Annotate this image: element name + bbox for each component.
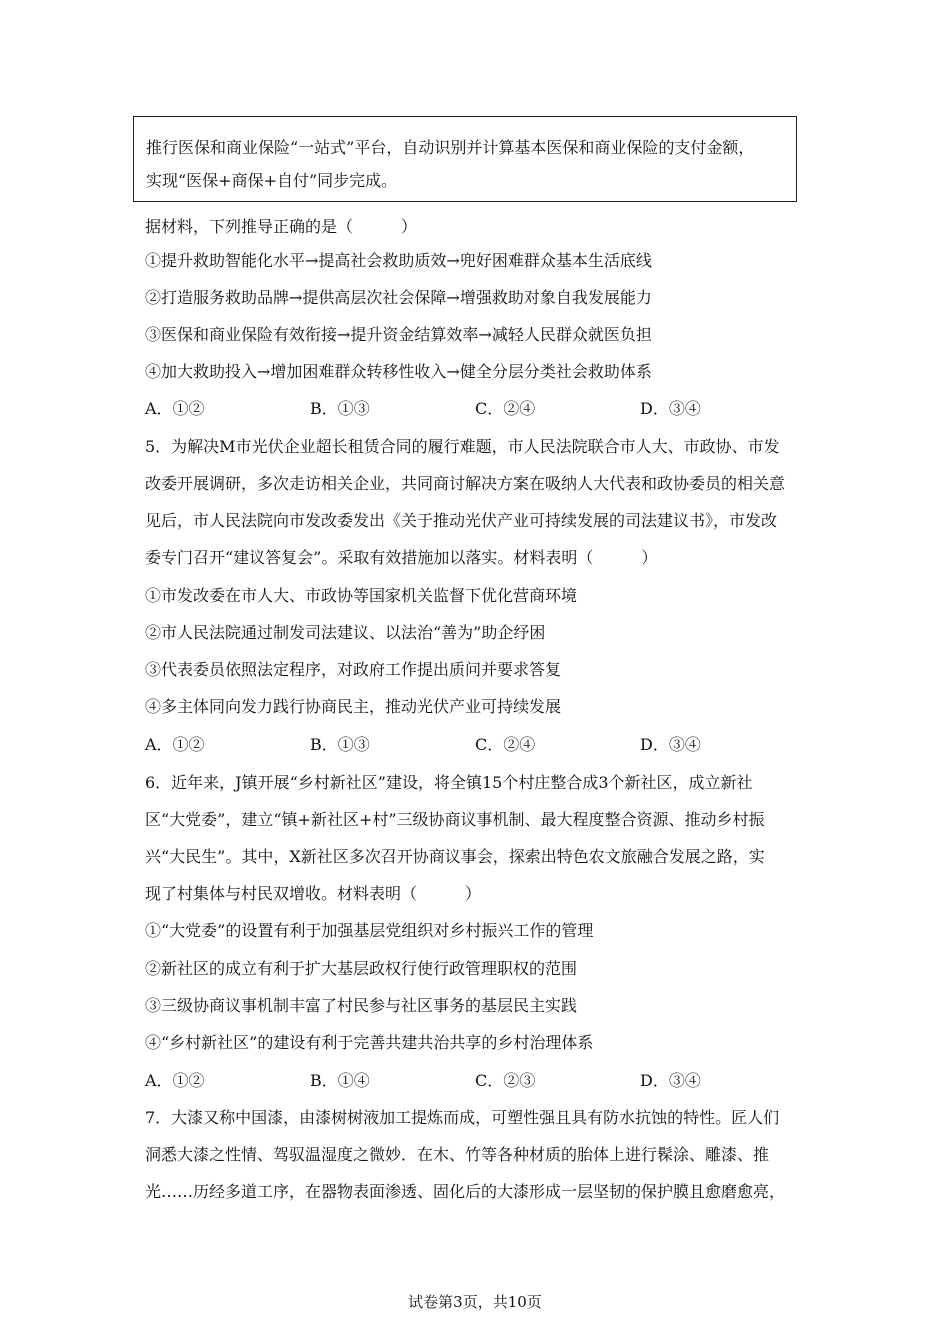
- q5-item-1: ①市发改委在市人大、市政协等国家机关监督下优化营商环境: [145, 586, 578, 605]
- q5-item-2: ②市人民法院通过制发司法建议、以法治“善为”助企纾困: [145, 623, 546, 642]
- q5-stem-line-2: 改委开展调研，多次走访相关企业，共同商讨解决方案在吸纳人大代表和政协委员的相关意: [145, 474, 786, 493]
- q4-item-2: ②打造服务救助品牌→提供高层次社会保障→增强救助对象自我发展能力: [145, 288, 652, 307]
- q6-item-2: ②新社区的成立有利于扩大基层政权行使行政管理职权的范围: [145, 959, 578, 978]
- q5-stem-line-1: 5．为解决M市光伏企业超长租赁合同的履行难题，市人民法院联合市人大、市政协、市发: [145, 437, 780, 456]
- q5-option-c: C．②④: [475, 735, 536, 754]
- q4-option-a: A．①②: [145, 399, 205, 418]
- q5-stem-line-4: 委专门召开“建议答复会”。采取有效措施加以落实。材料表明（ ）: [145, 548, 658, 567]
- q6-option-d: D．③④: [640, 1071, 701, 1090]
- q5-option-b: B．①③: [310, 735, 370, 754]
- q6-stem-line-2: 区“大党委”，建立“镇+新社区+村”三级协商议事机制、最大程度整合资源、推动乡村振: [145, 810, 765, 829]
- q6-option-a: A．①②: [145, 1071, 205, 1090]
- q5-option-d: D．③④: [640, 735, 701, 754]
- material-line: 实现“医保+商保+自付”同步完成。: [146, 171, 398, 190]
- q5-option-a: A．①②: [145, 735, 205, 754]
- q5-item-3: ③代表委员依照法定程序，对政府工作提出质问并要求答复: [145, 660, 562, 679]
- q6-item-1: ①“大党委”的设置有利于加强基层党组织对乡村振兴工作的管理: [145, 921, 594, 940]
- q6-option-b: B．①④: [310, 1071, 370, 1090]
- q4-option-b: B．①③: [310, 399, 370, 418]
- q5-options: [145, 735, 825, 755]
- q6-options: [145, 1071, 825, 1091]
- q5-item-4: ④多主体同向发力践行协商民主，推动光伏产业可持续发展: [145, 697, 562, 716]
- page-footer: 试卷第3页，共10页: [408, 1293, 542, 1311]
- material-line: 推行医保和商业保险“一站式”平台，自动识别并计算基本医保和商业保险的支付金额，: [146, 138, 755, 157]
- q5-stem-line-3: 见后，市人民法院向市发改委发出《关于推动光伏产业可持续发展的司法建议书》，市发改: [145, 511, 778, 530]
- q6-stem-line-4: 现了村集体与村民双增收。材料表明（ ）: [145, 884, 482, 903]
- q6-item-4: ④“乡村新社区”的建设有利于完善共建共治共享的乡村治理体系: [145, 1033, 594, 1052]
- q6-stem-line-1: 6．近年来，J镇开展“乡村新社区”建设，将全镇15个村庄整合成3个新社区，成立新社: [145, 773, 753, 792]
- q4-item-1: ①提升救助智能化水平→提高社会救助质效→兜好困难群众基本生活底线: [145, 251, 652, 270]
- q4-stem: 据材料，下列推导正确的是（ ）: [145, 217, 418, 236]
- q4-option-c: C．②④: [475, 399, 536, 418]
- q4-option-d: D．③④: [640, 399, 701, 418]
- q7-stem-line-2: 洞悉大漆之性情、驾驭温湿度之微妙．在木、竹等各种材质的胎体上进行髹涂、雕漆、推: [145, 1145, 770, 1164]
- q4-item-3: ③医保和商业保险有效衔接→提升资金结算效率→减轻人民群众就医负担: [145, 325, 652, 344]
- q4-options: [145, 399, 825, 419]
- q4-item-4: ④加大救助投入→增加困难群众转移性收入→健全分层分类社会救助体系: [145, 362, 652, 381]
- q7-stem-line-3: 光……历经多道工序，在器物表面渗透、固化后的大漆形成一层坚韧的保护膜且愈磨愈亮，: [145, 1182, 786, 1201]
- q6-item-3: ③三级协商议事机制丰富了村民参与社区事务的基层民主实践: [145, 996, 578, 1015]
- q7-stem-line-1: 7．大漆又称中国漆，由漆树树液加工提炼而成，可塑性强且具有防水抗蚀的特性。匠人们: [145, 1108, 780, 1127]
- q6-option-c: C．②③: [475, 1071, 536, 1090]
- q6-stem-line-3: 兴“大民生”。其中，X新社区多次召开协商议事会，探索出特色农文旅融合发展之路，实: [145, 847, 765, 866]
- material-box: [133, 116, 797, 202]
